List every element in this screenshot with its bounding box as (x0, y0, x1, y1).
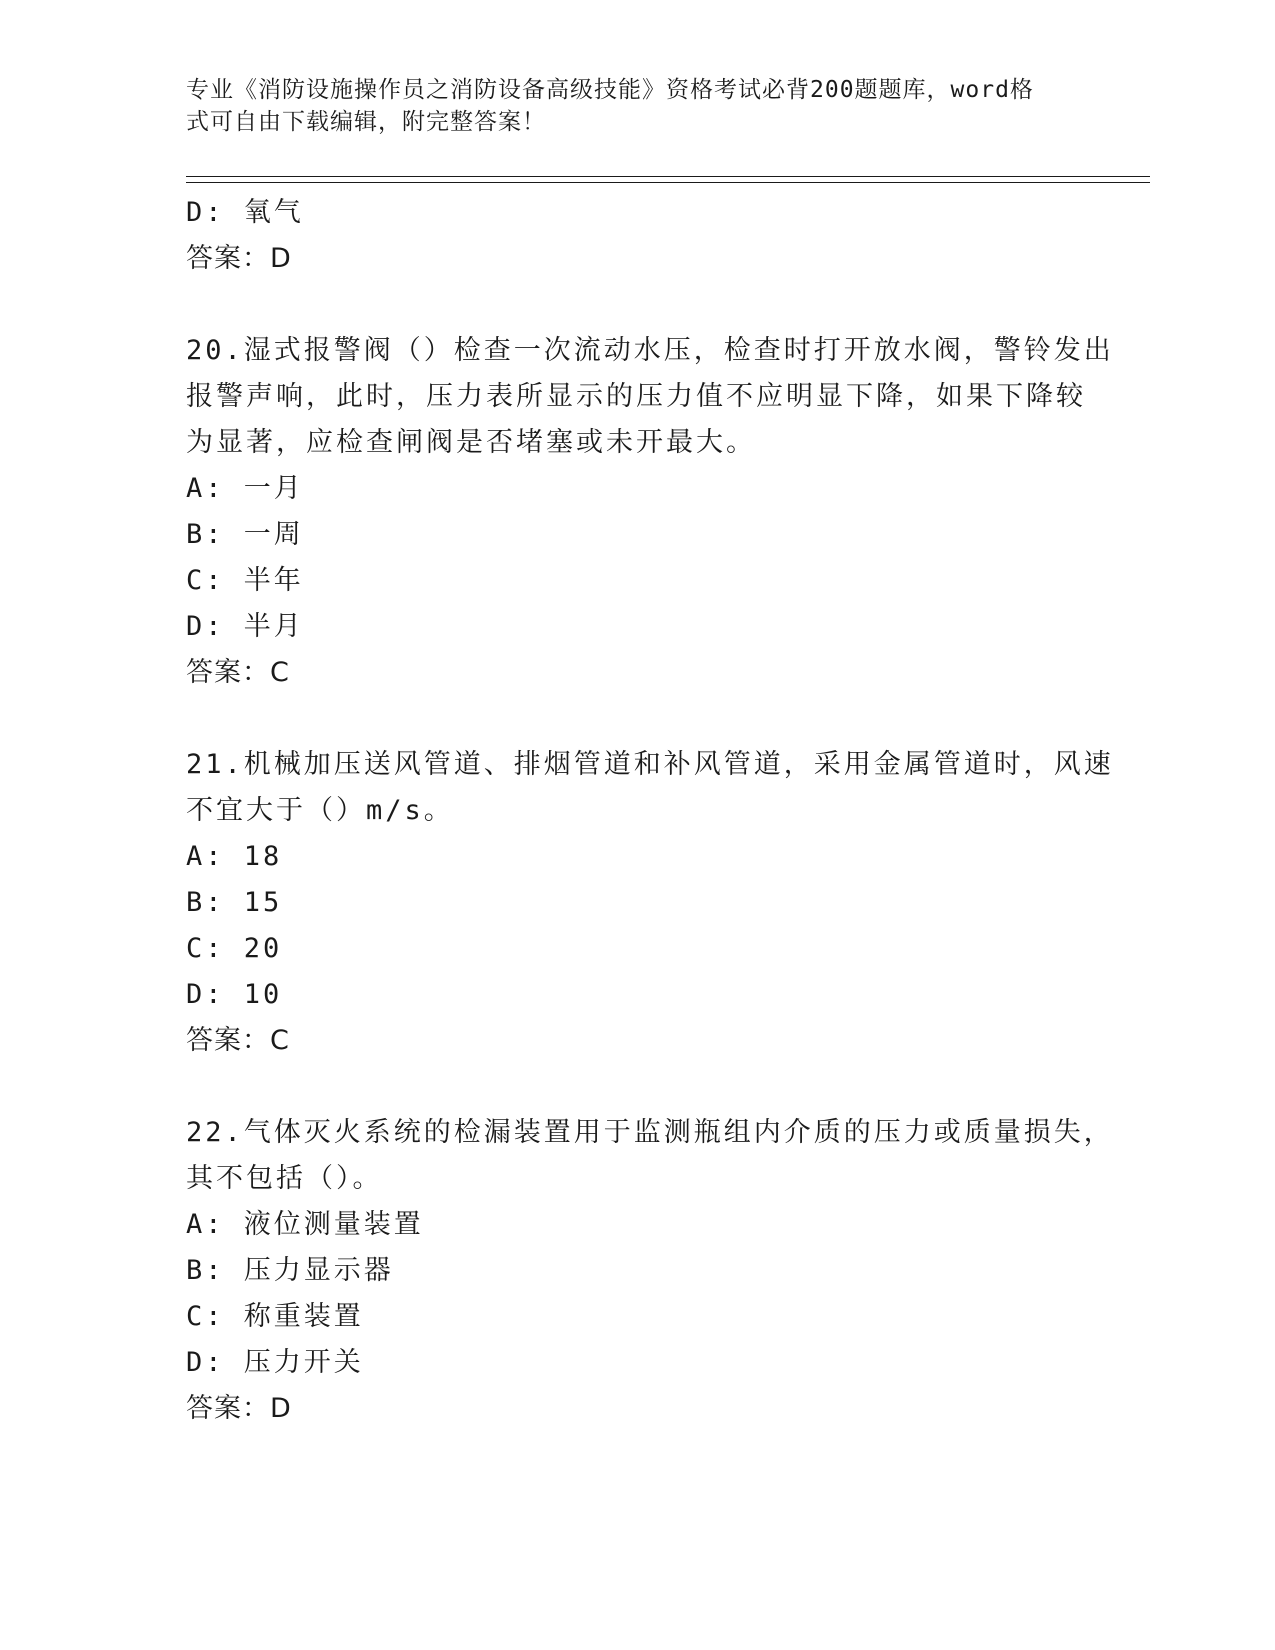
question-stem-line: 21.机械加压送风管道、排烟管道和补风管道，采用金属管道时，风速 (186, 749, 1114, 780)
option-a: A: 液位测量装置 (186, 1209, 424, 1240)
spacer (186, 282, 1086, 328)
question-stem-line: 不宜大于（）m/s。 (186, 795, 454, 826)
option-d: D: 10 (186, 979, 283, 1010)
answer-line: 答案：D (186, 243, 292, 274)
answer-line: 答案：C (186, 657, 290, 688)
header-line-1: 专业《消防设施操作员之消防设备高级技能》资格考试必背200题题库，word格 (186, 77, 1034, 103)
question-21 (186, 742, 1114, 1064)
question-20 (186, 328, 1114, 696)
option-a: A: 18 (186, 841, 283, 872)
header-line-2: 式可自由下载编辑，附完整答案！ (186, 109, 546, 135)
spacer (186, 1064, 1086, 1110)
option-d: D: 氧气 (186, 197, 304, 228)
answer-line: 答案：C (186, 1025, 290, 1056)
previous-question-continuation (186, 190, 1086, 282)
spacer (186, 696, 1086, 742)
option-a: A: 一月 (186, 473, 304, 504)
option-b: B: 一周 (186, 519, 304, 550)
option-b: B: 15 (186, 887, 283, 918)
option-c: C: 称重装置 (186, 1301, 364, 1332)
option-b: B: 压力显示器 (186, 1255, 394, 1286)
question-stem-line: 报警声响，此时，压力表所显示的压力值不应明显下降，如果下降较 (186, 381, 1086, 412)
question-stem-line: 为显著，应检查闸阀是否堵塞或未开最大。 (186, 427, 756, 458)
question-stem-line: 其不包括（）。 (186, 1163, 383, 1194)
option-d: D: 半月 (186, 611, 304, 642)
header-divider-top (186, 176, 1150, 177)
answer-line: 答案：D (186, 1393, 292, 1424)
option-d: D: 压力开关 (186, 1347, 364, 1378)
question-stem-line: 22.气体灭火系统的检漏装置用于监测瓶组内介质的压力或质量损失， (186, 1117, 1114, 1148)
question-stem-line: 20.湿式报警阀（）检查一次流动水压，检查时打开放水阀，警铃发出 (186, 335, 1114, 366)
question-22 (186, 1110, 1114, 1432)
document-body (186, 190, 1114, 1432)
document-header (186, 74, 1066, 138)
option-c: C: 半年 (186, 565, 304, 596)
option-c: C: 20 (186, 933, 283, 964)
header-divider-bottom (186, 182, 1150, 183)
